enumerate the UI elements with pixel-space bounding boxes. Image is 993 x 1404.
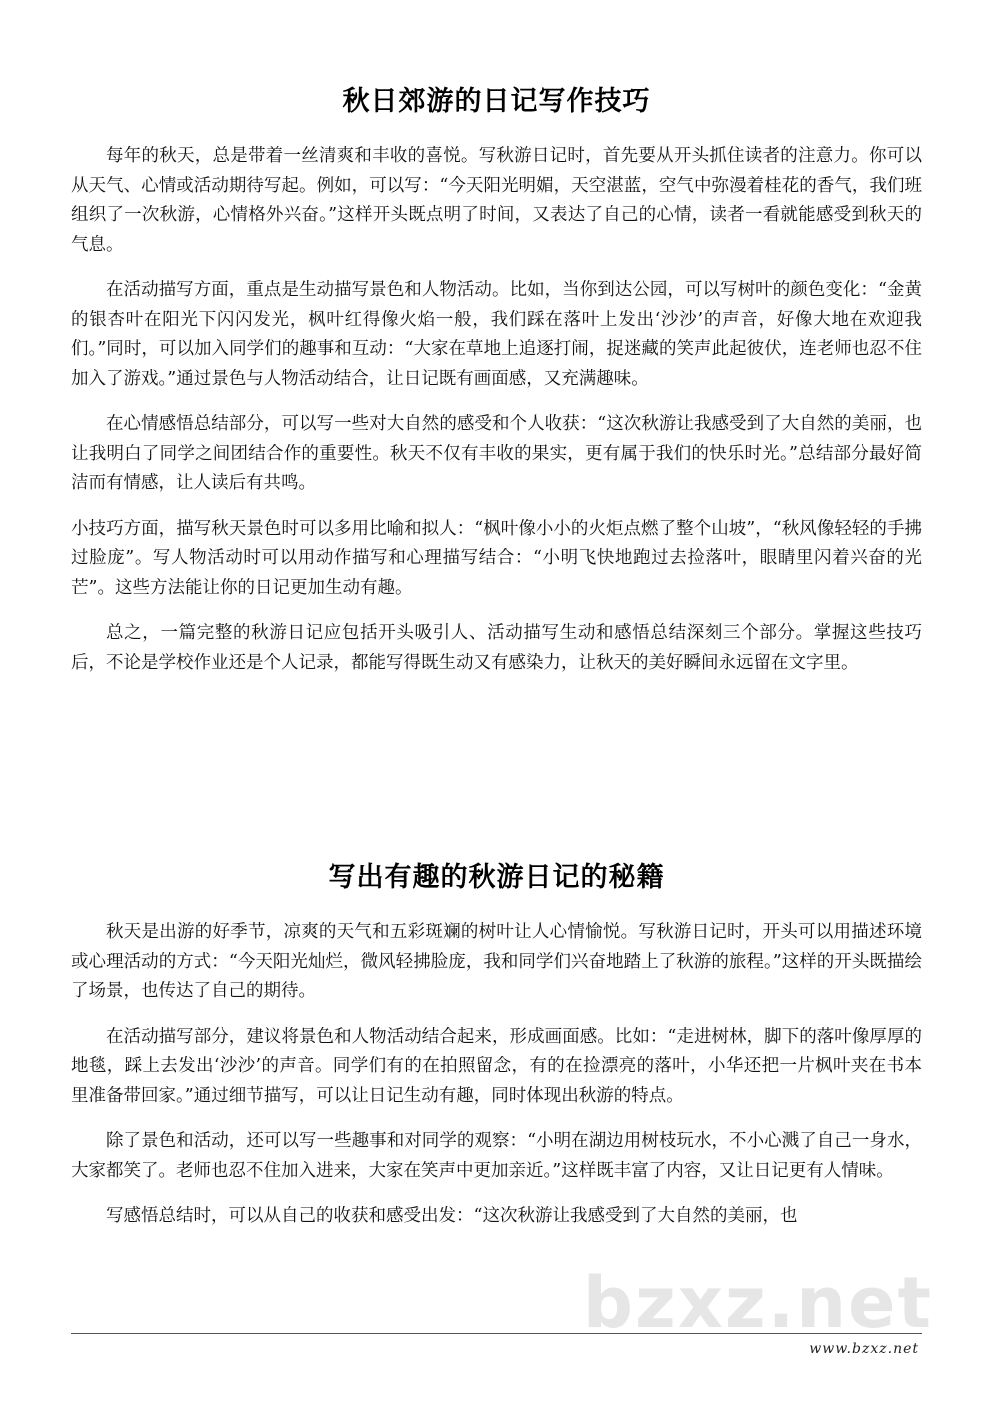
paragraph: 总之，一篇完整的秋游日记应包括开头吸引人、活动描写生动和感悟总结深刻三个部分。掌握这些技巧后，不论是学校作业还是个人记录，都能写得既生动又有感染力，让秋天的美好瞬间永远留在文字里。	[71, 623, 922, 673]
paragraph: 每年的秋天，总是带着一丝清爽和丰收的喜悦。写秋游日记时，首先要从开头抓住读者的注意力。你可以从天气、心情或活动期待写起。例如，可以写：“今天阳光明媚，天空湛蓝，空气中弥漫着桂花的香气，我们班组织了一次秋游，心情格外兴奋。”这样开头既点明了时间，又表达了自己的心情，读者一看就能感受到秋天的气息。	[71, 146, 922, 255]
paragraph: 秋天是出游的好季节，凉爽的天气和五彩斑斓的树叶让人心情愉悦。写秋游日记时，开头可以用描述环境或心理活动的方式：“今天阳光灿烂，微风轻拂脸庞，我和同学们兴奋地踏上了秋游的旅程。”这样的开头既描绘了场景，也传达了自己的期待。	[71, 922, 922, 1001]
paragraph: 在活动描写方面，重点是生动描写景色和人物活动。比如，当你到达公园，可以写树叶的颜色变化：“金黄的银杏叶在阳光下闪闪发光，枫叶红得像火焰一般，我们踩在落叶上发出‘沙沙’的声音，好像大地在欢迎我们。”同时，可以加入同学们的趣事和互动：“大家在草地上追逐打闹，捉迷藏的笑声此起彼伏，连老师也忍不住加入了游戏。”通过景色与人物活动结合，让日记既有画面感，又充满趣味。	[71, 280, 922, 389]
article-fun-diary-secrets	[71, 858, 922, 1248]
footer-url: www.bzxz.net	[809, 1341, 919, 1357]
paragraph: 在心情感悟总结部分，可以写一些对大自然的感受和个人收获：“这次秋游让我感受到了大自然的美丽，也让我明白了同学之间团结合作的重要性。秋天不仅有丰收的果实，更有属于我们的快乐时光。”总结部分最好简洁而有情感，让人读后有共鸣。	[71, 414, 922, 493]
watermark-logo: bzxz.net	[582, 1262, 933, 1344]
article-title: 写出有趣的秋游日记的秘籍	[328, 862, 665, 893]
article-title: 秋日郊游的日记写作技巧	[342, 86, 651, 117]
paragraph: 写感悟总结时，可以从自己的收获和感受出发：“这次秋游让我感受到了大自然的美丽，也	[106, 1206, 798, 1226]
footer-divider	[71, 1333, 922, 1334]
paragraph: 小技巧方面，描写秋天景色时可以多用比喻和拟人：“枫叶像小小的火炬点燃了整个山坡”，“秋风像轻轻的手拂过脸庞”。写人物活动时可以用动作描写和心理描写结合：“小明飞快地跑过去捡落叶，眼睛里闪着兴奋的光芒”。这些方法能让你的日记更加生动有趣。	[71, 518, 922, 598]
paragraph: 在活动描写部分，建议将景色和人物活动结合起来，形成画面感。比如：“走进树林，脚下的落叶像厚厚的地毯，踩上去发出‘沙沙’的声音。同学们有的在拍照留念，有的在捡漂亮的落叶，小华还把一片枫叶夹在书本里准备带回家。”通过细节描写，可以让日记生动有趣，同时体现出秋游的特点。	[71, 1026, 922, 1106]
paragraph: 除了景色和活动，还可以写一些趣事和对同学的观察：“小明在湖边用树枝玩水，不小心溅了自己一身水，大家都笑了。老师也忍不住加入进来，大家在笑声中更加亲近。”这样既丰富了内容，又让日记更有人情味。	[71, 1131, 922, 1181]
article-autumn-outing-diary-tips	[71, 82, 922, 694]
